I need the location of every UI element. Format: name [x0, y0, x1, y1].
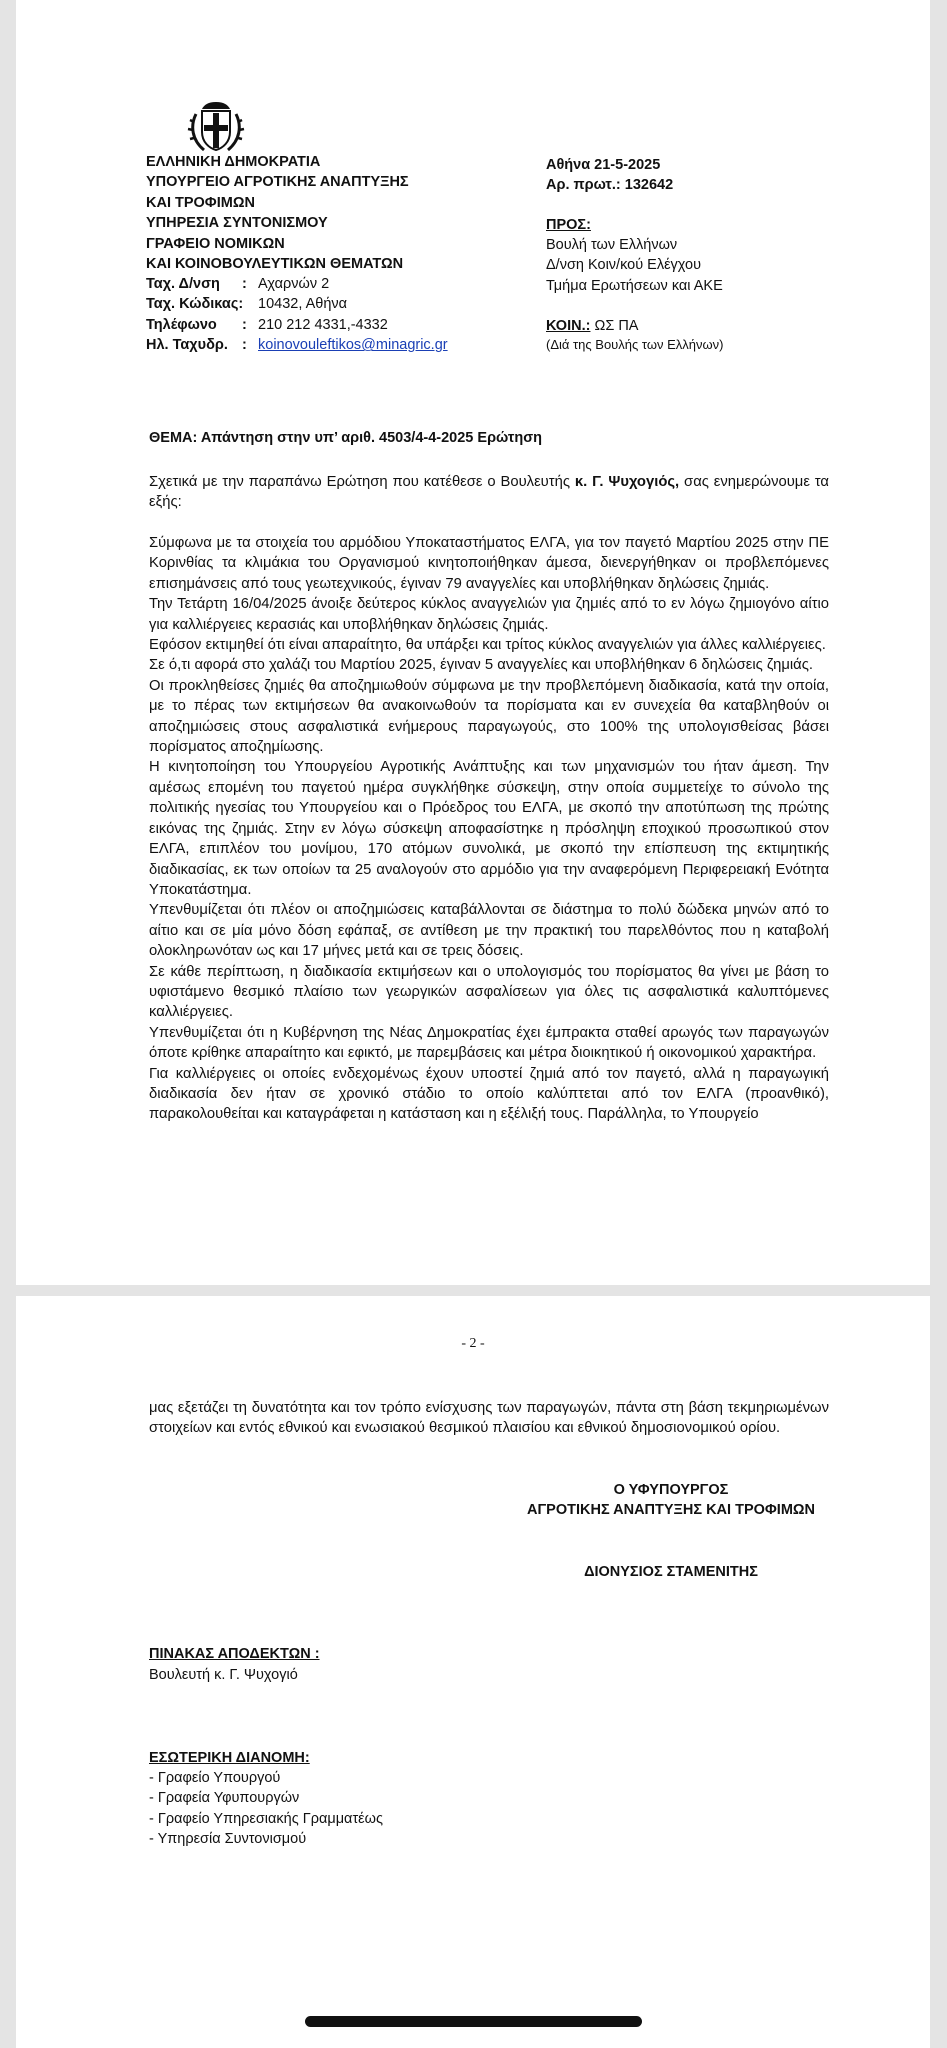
body-paragraph: Υπενθυμίζεται ότι πλέον οι αποζημιώσεις καταβάλλονται σε διάστημα το πολύ δώδεκα μηνών από το αίτιο και σε μία μόνο δόση εφάπαξ, σε αντίθεση με την πρακτική του παρελθόντος που η καταβολή ολοκληρωνόταν ως και 17 μήνες μετά και σε τρεις δόσεις. [149, 902, 829, 960]
issuer-line: ΕΛΛΗΝΙΚΗ ΔΗΜΟΚΡΑΤΙΑ [146, 154, 321, 170]
body-paragraph: Για καλλιέργειες οι οποίες ενδεχομένως έχουν υποστεί ζημιά από τον παγετό, αλλά η παραγωγική διαδικασία δεν ήταν σε χρονικό στάδιο το οποίο καλύπτεται από τον ΕΛΓΑ (προανθικό), παρακολουθείται και καταγράφεται η κατάσταση και η εξέλιξή τους. Παράλληλα, το Υπουργείο [149, 1065, 829, 1123]
contact-value: Αχαρνών 2 [258, 276, 330, 292]
subject-line: ΘΕΜΑ: Απάντηση στην υπ’ αριθ. 4503/4-4-2025 Ερώτηση [149, 430, 542, 446]
document-page-2 [16, 1296, 930, 2048]
issuer-line: ΚΑΙ ΤΡΟΦΙΜΩΝ [146, 194, 255, 211]
protocol-number: Αρ. πρωτ.: 132642 [546, 177, 674, 193]
body-paragraph: Την Τετάρτη 16/04/2025 άνοιξε δεύτερος κύκλος αναγγελιών για ζημιές από το εν λόγω ζημιογόνο αίτιο για καλλιέργειες κερασιάς και υποβλήθηκαν δηλώσεις ζημιάς. [149, 596, 829, 633]
contact-row-phone: Τηλέφωνο : 210 212 4331,-4332 [146, 315, 448, 335]
contact-row-email: Ηλ. Ταχυδρ. : koinovouleftikos@minagric.gr [146, 335, 448, 355]
home-indicator-bar[interactable] [305, 2016, 642, 2027]
to-label: ΠΡΟΣ: [546, 217, 591, 233]
contact-label: Ταχ. Κώδικας: [146, 296, 244, 313]
greek-emblem-icon [186, 96, 246, 156]
contact-block [146, 274, 448, 356]
document-date: Αθήνα 21-5-2025 [546, 157, 661, 173]
body-paragraph: Η κινητοποίηση του Υπουργείου Αγροτικής Ανάπτυξης και των μηχανισμών του ήταν άμεση. Την αμέσως επομένη του παγετού ημέρα συγκλήθηκε σύσκεψη, στην οποία συμμετείχε το σύνολο της πολιτικής ηγεσίας του Υπουργείου και ο Πρόεδρος του ΕΛΓΑ, με σκοπό την αποτύπωση της πρώτης εικόνας της ζημιάς. Στην εν λόγω σύσκεψη αποφασίστηκε η πρόσληψη εποχικού προσωπικού στον ΕΛΓΑ, επιπλέον του μονίμου, 170 ατόμων συνολικά, με σκοπό την επίσπευση της εκτιμητικής διαδικασίας, εκ των οποίων τα 25 αναλογούν στο αρμόδιο για την αναφερόμενη Περιφερειακή Ενότητα Υποκατάστημα. [149, 759, 829, 898]
recipient-item: Βουλευτή κ. Γ. Ψυχογιό [149, 1667, 298, 1683]
signatory-name: ΔΙΟΝΥΣΙΟΣ ΣΤΑΜΕΝΙΤΗΣ [584, 1564, 758, 1580]
intro-paragraph [149, 472, 829, 513]
recipient-block [546, 235, 723, 296]
intro-text: σας ενημερώνουμε τα εξής: [149, 474, 829, 511]
issuer-line: ΥΠΗΡΕΣΙΑ ΣΥΝΤΟΝΙΣΜΟΥ [146, 215, 328, 232]
internal-distribution-title: ΕΣΩΤΕΡΙΚΗ ΔΙΑΝΟΜΗ: [149, 1750, 310, 1766]
recipients-title: ΠΙΝΑΚΑΣ ΑΠΟΔΕΚΤΩΝ : [149, 1646, 320, 1662]
internal-distribution-list [149, 1768, 383, 1850]
distribution-item: - Γραφείο Υπηρεσιακής Γραμματέως [149, 1810, 383, 1827]
distribution-item: - Υπηρεσία Συντονισμού [149, 1831, 307, 1848]
email-link[interactable]: koinovouleftikos@minagric.gr [258, 337, 448, 354]
continuation-paragraph: μας εξετάζει τη δυνατότητα και τον τρόπο ενίσχυσης των παραγωγών, πάντα στη βάση τεκμηριωμένων στοιχείων και εντός εθνικού και ενωσιακού θεσμικού πλαισίου και εθνικού δημοσιονομικού ορίου. [149, 1400, 829, 1437]
koin-value: ΩΣ ΠΑ [594, 318, 639, 334]
contact-value: 10432, Αθήνα [258, 296, 348, 313]
koin-label: ΚΟΙΝ.: [546, 318, 591, 334]
recipient-line: Βουλή των Ελλήνων [546, 237, 678, 253]
issuer-line: ΓΡΑΦΕΙΟ ΝΟΜΙΚΩΝ [146, 235, 285, 252]
recipient-line: Δ/νση Κοιν/κού Ελέγχου [546, 257, 702, 274]
distribution-item: - Γραφείο Υπουργού [149, 1770, 281, 1786]
contact-value: 210 212 4331,-4332 [258, 316, 388, 333]
body-paragraph: Οι προκληθείσες ζημιές θα αποζημιωθούν σύμφωνα με την προβλεπόμενη διαδικασία, κατά την οποία, με το πέρας των εκτιμήσεων θα ανακοινωθούν τα πορίσματα και εν συνεχεία θα καταβληθούν οι αποζημιώσεις στους ασφαλιστικά ενήμερους παραγωγούς, στο 100% της υπολογισθείσας βάσει πορίσματος αποζημίωσης. [149, 677, 829, 756]
body-paragraph: Εφόσον εκτιμηθεί ότι είναι απαραίτητο, θα υπάρξει και τρίτος κύκλος αναγγελιών για άλλες καλλιέργειες. [149, 637, 826, 654]
issuer-block [146, 152, 409, 274]
document-page-1 [16, 0, 930, 1285]
intro-text: Σχετικά με την παραπάνω Ερώτηση που κατέθεσε ο Βουλευτής [149, 474, 575, 490]
body-paragraph: Σε κάθε περίπτωση, η διαδικασία εκτιμήσεων και ο υπολογισμός του πορίσματος θα γίνει με βάση το υφιστάμενο θεσμικό πλαίσιο των γεωργικών ασφαλίσεων για όλες τις ασφαλιστικά καλυπτόμενες καλλιέργειες. [149, 963, 829, 1021]
contact-row-address: Ταχ. Δ/νση : Αχαρνών 2 [146, 274, 448, 294]
contact-label: Τηλέφωνο [146, 316, 217, 333]
issuer-line: ΥΠΟΥΡΓΕΙΟ ΑΓΡΟΤΙΚΗΣ ΑΝΑΠΤΥΞΗΣ [146, 174, 409, 191]
contact-row-postcode [146, 294, 448, 314]
page-number: - 2 - [461, 1336, 485, 1351]
signature-subtitle: ΑΓΡΟΤΙΚΗΣ ΑΝΑΠΤΥΞΗΣ ΚΑΙ ΤΡΟΦΙΜΩΝ [526, 1502, 816, 1518]
issuer-line: ΚΑΙ ΚΟΙΝΟΒΟΥΛΕΥΤΙΚΩΝ ΘΕΜΑΤΩΝ [146, 256, 404, 273]
contact-label: Ηλ. Ταχυδρ. [146, 337, 228, 354]
body-text [149, 533, 829, 1125]
koin-row [546, 316, 638, 336]
body-paragraph: Υπενθυμίζεται ότι η Κυβέρνηση της Νέας Δημοκρατίας έχει έμπρακτα σταθεί αρωγός των παραγωγών όποτε κρίθηκε απαραίτητο και εφικτό, με παρεμβάσεις και μέτρα διοικητικού ή οικονομικού χαρακτήρα. [149, 1024, 829, 1062]
koin-note: (Διά της Βουλής των Ελλήνων) [546, 337, 724, 352]
mp-name: κ. Γ. Ψυχογιός, [574, 474, 680, 490]
contact-label: Ταχ. Δ/νση [146, 276, 220, 292]
body-paragraph: Σύμφωνα με τα στοιχεία του αρμόδιου Υποκαταστήματος ΕΛΓΑ, για τον παγετό Μαρτίου 2025 στην ΠΕ Κορινθίας τα κλιμάκια του Οργανισμού κινητοποιήθηκαν άμεσα, διενεργήθηκαν οι προβλεπόμενες επισημάνσεις από τους γεωτεχνικούς, έγιναν 79 αναγγελίες και υποβλήθηκαν δηλώσεις ζημιάς. [149, 535, 829, 592]
body-paragraph: Σε ό,τι αφορά στο χαλάζι του Μαρτίου 2025, έγιναν 5 αναγγελίες και υποβλήθηκαν 6 δηλώσεις ζημιάς. [149, 657, 813, 674]
signature-title: Ο ΥΦΥΠΟΥΡΓΟΣ [613, 1482, 729, 1498]
recipient-line: Τμήμα Ερωτήσεων και ΑΚΕ [546, 277, 723, 294]
distribution-item: - Γραφεία Υφυπουργών [149, 1790, 300, 1807]
